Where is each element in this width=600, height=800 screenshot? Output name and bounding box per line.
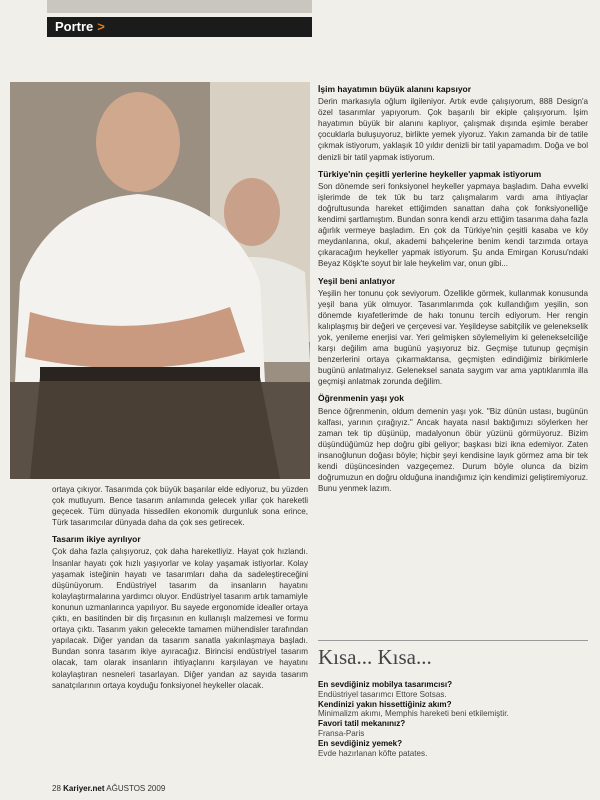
paragraph: Derin markasıyla oğlum ilgileniyor. Artık evde çalışıyorum, 888 Design'a özel tasarımlar yapıyorum. Çok başarılı bir ekiple çalışıyorum. İşim hayatımın büyük bir alanını kaplıyor, çalışmak dışında eşimle beraber çocuklarla buluşuyoruz, birlikte yemek yiyoruz. Yakın zamanda bir de tatile çıkmak istiyorum, yaklaşık 10 yıldır denizli bir tatil yapamadım. Doğa ve bol denizli bir tatil yapmak istiyorum. bbox=[318, 97, 588, 162]
qa-question: Kendinizi yakın hissettiğiniz akım? bbox=[318, 699, 452, 709]
qa-answer: Fransa-Paris bbox=[318, 728, 365, 738]
portrait-illustration bbox=[10, 82, 310, 479]
right-column bbox=[318, 84, 588, 500]
qa-question: Favori tatil mekanınız? bbox=[318, 719, 406, 729]
paragraph: Çok daha fazla çalışıyoruz, çok daha hareketliyiz. Hayat çok hızlandı. İnsanlar hayatı çok hızlı yaşıyorlar ve kolay yaşamak istiyorlar. Kolay yaşamak isteğinin hayatı ve tasarımları daha da sadeleştireceğini düşünüyorum. Endüstriyel tasarım da insanların hayatını kolaylaştırmalarına yardımcı oluyor. Endüstriyel tasarım artık tamamiyle konunun uzmanlarınca yapılıyor. Bu sayede ergonomide idealler ortaya çıktı, en basitinden bir diş fırçasının en kullanışlı malzemesi ve formu ortaya çıktı. Tasarım yakın gelecekte tamamen mühendisler tarafından yapılacak. Diğer yandan da tasarım sanatla yakınlaşmaya başladı. Bundan sonra tasarım ikiye ayıracağız. Birincisi endüstriyel tasarım olacak, tam olarak insanların ihtiyaçlarını karşılayan ve hayatını kolaylaştıran nesneleri tasarlayan. Diğer yandan az sayıda tasarım sanatçılarının ortaya koyduğu fonksiyonel heykeller olacak. bbox=[52, 547, 308, 690]
paragraph: Bence öğrenmenin, oldum demenin yaşı yok. "Biz dünün ustası, bugünün kalfası, yarının çırağıyız." Ancak hayata nasıl baktığımızı söylerken her zaman tek tip düşünüp, madalyonun öbür yüzünü görmüyoruz. Bizim düşündüğümüz hep doğru gibi geliyor; başkası bizi ikna edemiyor. Zaten insanoğlunun doğası böyle; hiçbir şeyi kendisine layık görmez ama bir tek kendi düşüncesinden vazgeçemez. Durum böyle olunca da bizim doğrumuzun en doğru olduğuna inandığımız için kendimizi geliştiremiyoruz. Bunu yenmek lazım. bbox=[318, 406, 588, 494]
subheading: Öğrenmenin yaşı yok bbox=[318, 393, 404, 404]
subheading: Yeşil beni anlatıyor bbox=[318, 275, 396, 286]
qa-question: En sevdiğiniz mobilya tasarımcısı? bbox=[318, 680, 453, 689]
quick-qa-box bbox=[318, 640, 588, 758]
subheading: Tasarım ikiye ayrılıyor bbox=[52, 534, 141, 545]
issue-date: AĞUSTOS 2009 bbox=[106, 784, 166, 793]
paragraph: Son dönemde seri fonksiyonel heykeller yapmaya başladım. Daha evvelki işlerimde de tek tük bu tarz çalışmalarım vardı ama ihtiyaçlar doğrultusunda hareket ettiğimden sanattan daha çok fonksiyonelliğe kendimi şartlamıştım. Bundan sonra kendi arzu ettiğim tasarıma daha fazla ağırlık vermeye başladım. En çok da Türkiye'nin çeşitli kasaba ve köy meydanlarına, okul, akademi bahçelerine benim kendi tarzımda ortaya çıkaracağım heykeller yapmak istiyorum. Şu anda Emirgan Korusu'ndaki Beyaz Köşk'te soyut bir lale heykelim var, onun gibi... bbox=[318, 181, 588, 269]
subheading: Türkiye'nin çeşitli yerlerine heykeller yapmak istiyorum bbox=[318, 168, 542, 179]
chevron-right-icon: > bbox=[97, 19, 105, 34]
portrait-photo bbox=[10, 82, 310, 479]
paragraph: Yeşilin her tonunu çok seviyorum. Özellikle görmek, kullanmak konusunda yeşil bana yük olmuyor. Tasarımlarımda çok kullandığım yeşilin, son dönemde kıyafetlerimde de hakı tonunu tercih ediyorum. Her rengin kalıplaşmış bir değeri ve çerçevesi var. Yeşildeyse sabitçilik ve gelenekselik yok, yenileme enerjisi var. Yeri gelmişken söylemeliyim ki gelenekselciliğe karşı değilim ama bugünü yaşıyoruz biz. Geçmişe tutunup geçmişin benzerlerini ortaya çıkarmaktansa, geçmişten edindiğimiz birikimlerle bugünü anlatmalıyız. Geleneksel sanata saygım var ama yaptıklarımla illa geçmişi anlatmak zorunda değilim. bbox=[318, 288, 588, 387]
qa-answer: Endüstriyel tasarımcı Ettore Sotsas. bbox=[318, 689, 447, 699]
subheading: İşim hayatımın büyük alanını kapsıyor bbox=[318, 84, 472, 94]
brand-name: Kariyer.net bbox=[63, 784, 105, 793]
qa-answer: Minimalizm akımı, Memphis hareketi beni etkilemiştir. bbox=[318, 709, 509, 719]
qa-title: Kısa... Kısa... bbox=[318, 645, 432, 669]
header-strip bbox=[47, 0, 312, 13]
section-title: Portre > bbox=[55, 19, 105, 34]
paragraph: ortaya çıkıyor. Tasarımda çok büyük başarılar elde ediyoruz, bu yüzden çok mutluyum. Bence tasarım anlamında gelecek yıllar çok hareketli geçecek. Tüm dünyada hissedilen ekonomik durgunluk sona erince, Türk tasarımcılar dünyada daha da çok ses getirecek. bbox=[52, 485, 308, 528]
qa-answer: Evde hazırlanan köfte patates. bbox=[318, 748, 428, 758]
qa-question: En sevdiğiniz yemek? bbox=[318, 738, 403, 748]
page-footer bbox=[52, 784, 165, 793]
left-column bbox=[52, 484, 308, 697]
section-header bbox=[47, 17, 312, 37]
page-number: 28 bbox=[52, 784, 61, 793]
divider bbox=[318, 640, 588, 641]
qa-list bbox=[318, 680, 588, 758]
